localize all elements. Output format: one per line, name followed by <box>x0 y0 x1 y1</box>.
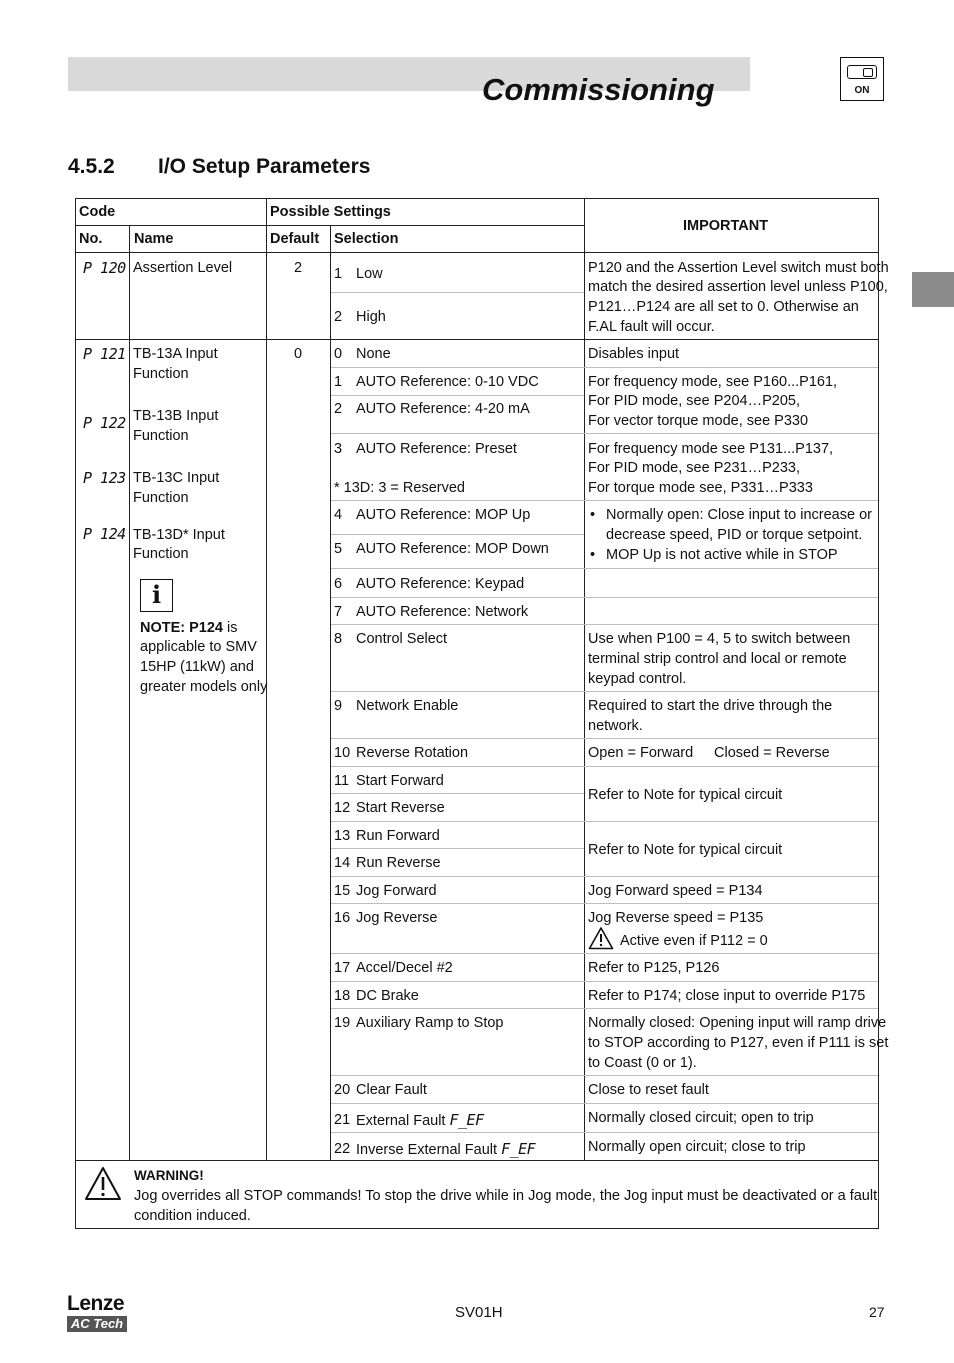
code-p123: P 123 <box>83 469 126 487</box>
selection-label: External Fault <box>356 1113 446 1129</box>
note-line: applicable to SMV <box>140 639 257 655</box>
chapter-tab <box>912 272 954 307</box>
name-p122: Function <box>133 428 189 444</box>
important-text: For torque mode see, P331…P333 <box>588 480 813 496</box>
note-line: NOTE: P124 is <box>140 620 238 636</box>
code-p120: P 120 <box>83 259 126 277</box>
page-number: 27 <box>869 1304 885 1320</box>
selection-num: 12 <box>334 800 351 816</box>
page-title: Commissioning <box>482 72 715 107</box>
name-p121: Function <box>133 366 189 382</box>
important-text: Use when P100 = 4, 5 to switch between <box>588 631 851 647</box>
selection-label: Reverse Rotation <box>356 745 469 761</box>
important-text: Closed = Reverse <box>714 745 830 761</box>
selection-num: 16 <box>334 910 351 926</box>
selection-label: Auxiliary Ramp to Stop <box>356 1015 504 1031</box>
divider <box>331 766 878 767</box>
warning-line: Jog overrides all STOP commands! To stop the drive while in Jog mode, the Jog input must be deactivated or a fault <box>134 1188 878 1204</box>
important-text: Refer to P174; close input to override P175 <box>588 988 866 1004</box>
row-line-header-bottom <box>75 252 879 253</box>
divider <box>331 624 878 625</box>
selection-num: 18 <box>334 988 351 1004</box>
selection-label: AUTO Reference: Preset <box>356 441 517 457</box>
selection-num: 0 <box>334 346 343 362</box>
section-heading <box>68 155 370 179</box>
code-p121: P 121 <box>83 345 126 363</box>
name-p122: TB-13B Input <box>133 408 219 424</box>
info-icon: i <box>140 579 173 612</box>
selection-num: 17 <box>334 960 351 976</box>
selection-num: 13 <box>334 828 351 844</box>
note-line: greater models only <box>140 679 268 695</box>
important-text: For PID mode, see P231…P233, <box>588 460 800 476</box>
important-text: terminal strip control and local or remote <box>588 651 847 667</box>
code-p124: P 124 <box>83 525 126 543</box>
divider <box>331 821 878 822</box>
divider <box>331 738 878 739</box>
important-text: Open = Forward <box>588 745 694 761</box>
important-text: Refer to P125, P126 <box>588 960 720 976</box>
selection-label: DC Brake <box>356 988 419 1004</box>
important-text: Refer to Note for typical circuit <box>588 842 783 858</box>
name-p121: TB-13A Input <box>133 346 218 362</box>
p120-opt-label: Low <box>356 266 383 282</box>
selection-label: Jog Forward <box>356 883 437 899</box>
switch-graphic <box>847 65 877 79</box>
selection-label: AUTO Reference: Keypad <box>356 576 525 592</box>
code-p122: P 122 <box>83 414 126 432</box>
name-p120: Assertion Level <box>133 260 233 276</box>
selection-label: Control Select <box>356 631 448 647</box>
selection-num: 4 <box>334 507 343 523</box>
important-text: Normally open: Close input to increase or <box>606 507 872 523</box>
selection-label: Accel/Decel #2 <box>356 960 453 976</box>
divider <box>331 1008 878 1009</box>
head-code: Code <box>79 204 116 220</box>
power-switch-icon <box>840 57 884 101</box>
divider <box>331 433 878 434</box>
important-text: to Coast (0 or 1). <box>588 1055 697 1071</box>
bullet: • <box>590 547 596 563</box>
selection-label: AUTO Reference: MOP Up <box>356 507 531 523</box>
important-text: Refer to Note for typical circuit <box>588 787 783 803</box>
important-text: For PID mode, see P204…P205, <box>588 393 800 409</box>
name-p123: Function <box>133 490 189 506</box>
important-text: to STOP according to P127, even if P111 is set <box>588 1035 889 1051</box>
important-text: Jog Forward speed = P134 <box>588 883 763 899</box>
divider <box>331 1103 878 1104</box>
selection-num: 10 <box>334 745 351 761</box>
on-label: ON <box>854 85 870 96</box>
divider <box>331 597 878 598</box>
selection-num: 7 <box>334 604 343 620</box>
head-possible-settings: Possible Settings <box>270 204 391 220</box>
selection-label: Run Forward <box>356 828 440 844</box>
section-title: I/O Setup Parameters <box>158 155 371 178</box>
important-text: MOP Up is not active while in STOP <box>606 547 838 563</box>
selection-num: 1 <box>334 374 343 390</box>
lenze-logo <box>67 1293 127 1332</box>
important-text: decrease speed, PID or torque setpoint. <box>606 527 863 543</box>
selection-num: 19 <box>334 1015 351 1031</box>
important-text: Normally closed circuit; open to trip <box>588 1110 814 1126</box>
document-code: SV01H <box>455 1304 503 1321</box>
caution-icon <box>588 926 614 950</box>
default-p120: 2 <box>294 260 303 276</box>
name-p124: Function <box>133 546 189 562</box>
p120-opt-num: 2 <box>334 309 343 325</box>
divider <box>331 500 878 501</box>
selection-num: 8 <box>334 631 343 647</box>
selection-num: 5 <box>334 541 343 557</box>
note-line: 15HP (11kW) and <box>140 659 254 675</box>
p120-important-line: P120 and the Assertion Level switch must both <box>588 260 889 276</box>
head-selection: Selection <box>334 231 399 247</box>
selection-label: AUTO Reference: MOP Down <box>356 541 549 557</box>
important-text: Disables input <box>588 346 680 362</box>
important-text: For frequency mode, see P160...P161, <box>588 374 838 390</box>
head-important: IMPORTANT <box>683 218 769 234</box>
row-line-header <box>75 225 584 226</box>
selection-num: 15 <box>334 883 351 899</box>
divider <box>331 848 584 849</box>
divider <box>331 395 584 396</box>
p120-important-line: F.AL fault will occur. <box>588 319 715 335</box>
divider <box>331 367 878 368</box>
selection-label: None <box>356 346 391 362</box>
selection-label: Network Enable <box>356 698 459 714</box>
divider <box>331 691 878 692</box>
warning-line: condition induced. <box>134 1208 251 1224</box>
divider <box>331 1075 878 1076</box>
selection-item <box>356 1139 535 1160</box>
divider <box>331 793 584 794</box>
head-default: Default <box>270 231 320 247</box>
selection-num: 14 <box>334 855 351 871</box>
important-text: For vector torque mode, see P330 <box>588 413 809 429</box>
selection-num: 3 <box>334 441 343 457</box>
divider <box>331 876 878 877</box>
important-text: Jog Reverse speed = P135 <box>588 910 764 926</box>
important-text: keypad control. <box>588 671 687 687</box>
selection-num: 20 <box>334 1082 351 1098</box>
selection-num: 6 <box>334 576 343 592</box>
col-line-selection <box>584 198 585 1161</box>
fault-code: F_EF <box>501 1140 536 1158</box>
important-text: Active even if P112 = 0 <box>620 933 768 949</box>
important-text: network. <box>588 718 643 734</box>
selection-num: 2 <box>334 401 343 417</box>
selection-label: Inverse External Fault <box>356 1142 498 1158</box>
selection-num: 11 <box>334 773 350 789</box>
selection-label: Start Reverse <box>356 800 445 816</box>
reserved-note: * 13D: 3 = Reserved <box>334 480 465 496</box>
selection-label: Jog Reverse <box>356 910 438 926</box>
divider <box>331 1132 878 1133</box>
divider <box>331 903 878 904</box>
section-number: 4.5.2 <box>68 155 115 178</box>
head-no: No. <box>79 231 103 247</box>
p120-important-line: P121…P124 are all set to 0. Otherwise an <box>588 299 859 315</box>
important-text: Required to start the drive through the <box>588 698 833 714</box>
row-line-p120 <box>75 339 879 340</box>
p120-opt-label: High <box>356 309 386 325</box>
col-line-default <box>330 225 331 1161</box>
selection-num: 22 <box>334 1141 351 1157</box>
default-p121-p124: 0 <box>294 346 303 362</box>
divider <box>331 568 878 569</box>
name-p123: TB-13C Input <box>133 470 220 486</box>
selection-label: AUTO Reference: 0-10 VDC <box>356 374 539 390</box>
p120-important-line: match the desired assertion level unless P100, <box>588 279 888 295</box>
bullet: • <box>590 507 596 523</box>
selection-label: Run Reverse <box>356 855 441 871</box>
selection-label: Start Forward <box>356 773 444 789</box>
selection-label: Clear Fault <box>356 1082 427 1098</box>
important-text: For frequency mode see P131...P137, <box>588 441 834 457</box>
important-text: Normally open circuit; close to trip <box>588 1139 806 1155</box>
divider <box>331 953 878 954</box>
p120-opt-num: 1 <box>334 266 343 282</box>
name-p124: TB-13D* Input <box>133 527 225 543</box>
important-text: Close to reset fault <box>588 1082 709 1098</box>
warning-icon <box>84 1166 122 1201</box>
divider <box>331 292 584 293</box>
important-text: Normally closed: Opening input will ramp drive <box>588 1015 887 1031</box>
row-line-warning <box>75 1160 879 1161</box>
fault-code: F_EF <box>449 1111 484 1129</box>
head-name: Name <box>134 231 174 247</box>
warning-title: WARNING! <box>134 1168 204 1183</box>
selection-item <box>356 1110 484 1131</box>
divider <box>331 981 878 982</box>
selection-num: 9 <box>334 698 343 714</box>
selection-num: 21 <box>334 1112 351 1128</box>
sub-brand: AC Tech <box>67 1316 127 1332</box>
brand-name: Lenze <box>67 1292 125 1315</box>
selection-label: AUTO Reference: Network <box>356 604 529 620</box>
divider <box>331 534 584 535</box>
selection-label: AUTO Reference: 4-20 mA <box>356 401 530 417</box>
col-line-no <box>129 225 130 1161</box>
